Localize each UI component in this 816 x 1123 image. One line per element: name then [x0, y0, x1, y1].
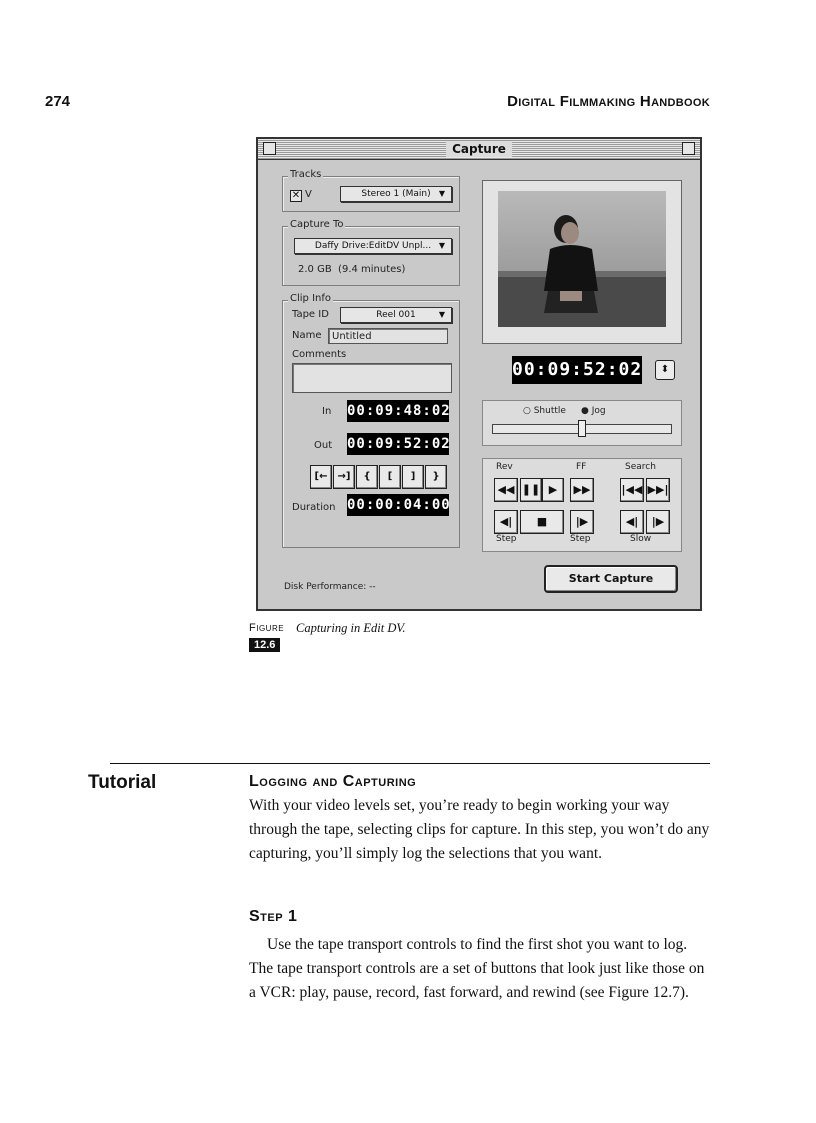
step-forward-label: Step: [570, 534, 591, 544]
search-back-button[interactable]: |◀◀: [620, 478, 644, 502]
audio-track-popup-value: Stereo 1 (Main): [361, 189, 431, 199]
duration-timecode: 00:00:04:00: [347, 494, 449, 516]
in-label: In: [322, 406, 332, 417]
comments-label: Comments: [292, 349, 347, 360]
step-heading: Step 1: [249, 908, 298, 925]
mark-out-button[interactable]: →]: [333, 465, 355, 489]
slow-back-button[interactable]: ◀|: [620, 510, 644, 534]
tutorial-side-label: Tutorial: [88, 772, 157, 793]
chevron-down-icon: ▼: [438, 189, 445, 198]
mark-in-button[interactable]: [←: [310, 465, 332, 489]
figure-caption: Capturing in Edit DV.: [296, 621, 406, 635]
audio-track-popup[interactable]: [340, 186, 452, 202]
close-box[interactable]: [263, 142, 276, 155]
name-field[interactable]: Untitled: [328, 328, 448, 344]
stop-button[interactable]: ■: [520, 510, 564, 534]
capture-drive-popup-value: Daffy Drive:EditDV Unpl...: [314, 241, 432, 251]
comments-field[interactable]: [292, 363, 452, 393]
search-forward-button[interactable]: ▶▶|: [646, 478, 670, 502]
chevron-down-icon: ▼: [438, 241, 445, 250]
rewind-button[interactable]: ◀◀: [494, 478, 518, 502]
slow-forward-button[interactable]: |▶: [646, 510, 670, 534]
disk-performance-value: --: [369, 582, 376, 592]
ff-label: FF: [576, 462, 587, 472]
clip-info-group-label: Clip Info: [290, 293, 331, 304]
jog-slider-thumb[interactable]: [578, 420, 586, 437]
tracks-group-label: Tracks: [290, 169, 322, 180]
pause-button[interactable]: ❚❚: [520, 478, 542, 502]
capture-drive-popup[interactable]: [294, 238, 452, 254]
clear-in-button[interactable]: {: [356, 465, 378, 489]
chevron-down-icon: ▼: [438, 310, 445, 319]
page-number: 274: [45, 93, 71, 110]
title-bar[interactable]: [258, 139, 700, 160]
jog-radio[interactable]: ● Jog: [581, 406, 606, 416]
disk-performance-label: [284, 582, 376, 592]
intro-paragraph: With your video levels set, you’re ready to begin working your way through the tape, selecting clips for capture. In this step, you won’t do any capturing, you’ll simply log the selections that you want.: [249, 797, 710, 862]
section-rule: [110, 763, 710, 764]
slow-label: Slow: [630, 534, 652, 544]
step-back-button[interactable]: ◀|: [494, 510, 518, 534]
video-preview: [498, 191, 666, 327]
play-button[interactable]: ▶: [542, 478, 564, 502]
tape-id-popup-value: Reel 001: [376, 310, 416, 320]
step-paragraph: Use the tape transport controls to find the first shot you want to log. The tape transport controls are a set of buttons that look just like those on a VCR: play, pause, record, fast forward, and rewind (see Figure 12.7).: [249, 936, 705, 1001]
goto-in-button[interactable]: [: [379, 465, 401, 489]
search-label: Search: [625, 462, 656, 472]
section-heading: Logging and Capturing: [249, 773, 417, 790]
zoom-box[interactable]: [682, 142, 695, 155]
capture-to-group-label: Capture To: [290, 219, 344, 230]
figure-number: 12.6: [249, 638, 280, 652]
shuttle-label: Shuttle: [533, 406, 566, 416]
figure-label: Figure: [249, 622, 285, 634]
out-timecode[interactable]: 00:09:52:02: [347, 433, 449, 455]
window-title: Capture: [446, 141, 512, 157]
step-back-label: Step: [496, 534, 517, 544]
capture-to-group: [282, 226, 460, 286]
capture-window: [256, 137, 702, 611]
running-head: Digital Filmmaking Handbook: [507, 93, 710, 110]
disk-performance-text: Disk Performance:: [284, 582, 367, 592]
in-timecode[interactable]: 00:09:48:02: [347, 400, 449, 422]
video-track-label: V: [305, 189, 312, 200]
video-track-checkbox[interactable]: ✕: [291, 190, 301, 201]
disk-space-info: 2.0 GB (9.4 minutes): [298, 264, 406, 275]
shuttle-radio[interactable]: ○ Shuttle: [523, 406, 566, 416]
tape-id-label: Tape ID: [292, 309, 329, 320]
rev-label: Rev: [496, 462, 513, 472]
preview-timecode: 00:09:52:02: [512, 356, 642, 384]
duration-label: Duration: [292, 502, 336, 513]
jog-label: Jog: [591, 406, 606, 416]
goto-out-button[interactable]: ]: [402, 465, 424, 489]
clear-out-button[interactable]: }: [425, 465, 447, 489]
fast-forward-button[interactable]: ▶▶: [570, 478, 594, 502]
preview-timecode-stepper[interactable]: ⬍: [655, 360, 675, 380]
start-capture-button[interactable]: Start Capture: [544, 565, 678, 593]
tape-id-popup[interactable]: [340, 307, 452, 323]
step-forward-button[interactable]: |▶: [570, 510, 594, 534]
window-body: [258, 160, 700, 609]
name-label: Name: [292, 330, 322, 341]
out-label: Out: [314, 440, 333, 451]
